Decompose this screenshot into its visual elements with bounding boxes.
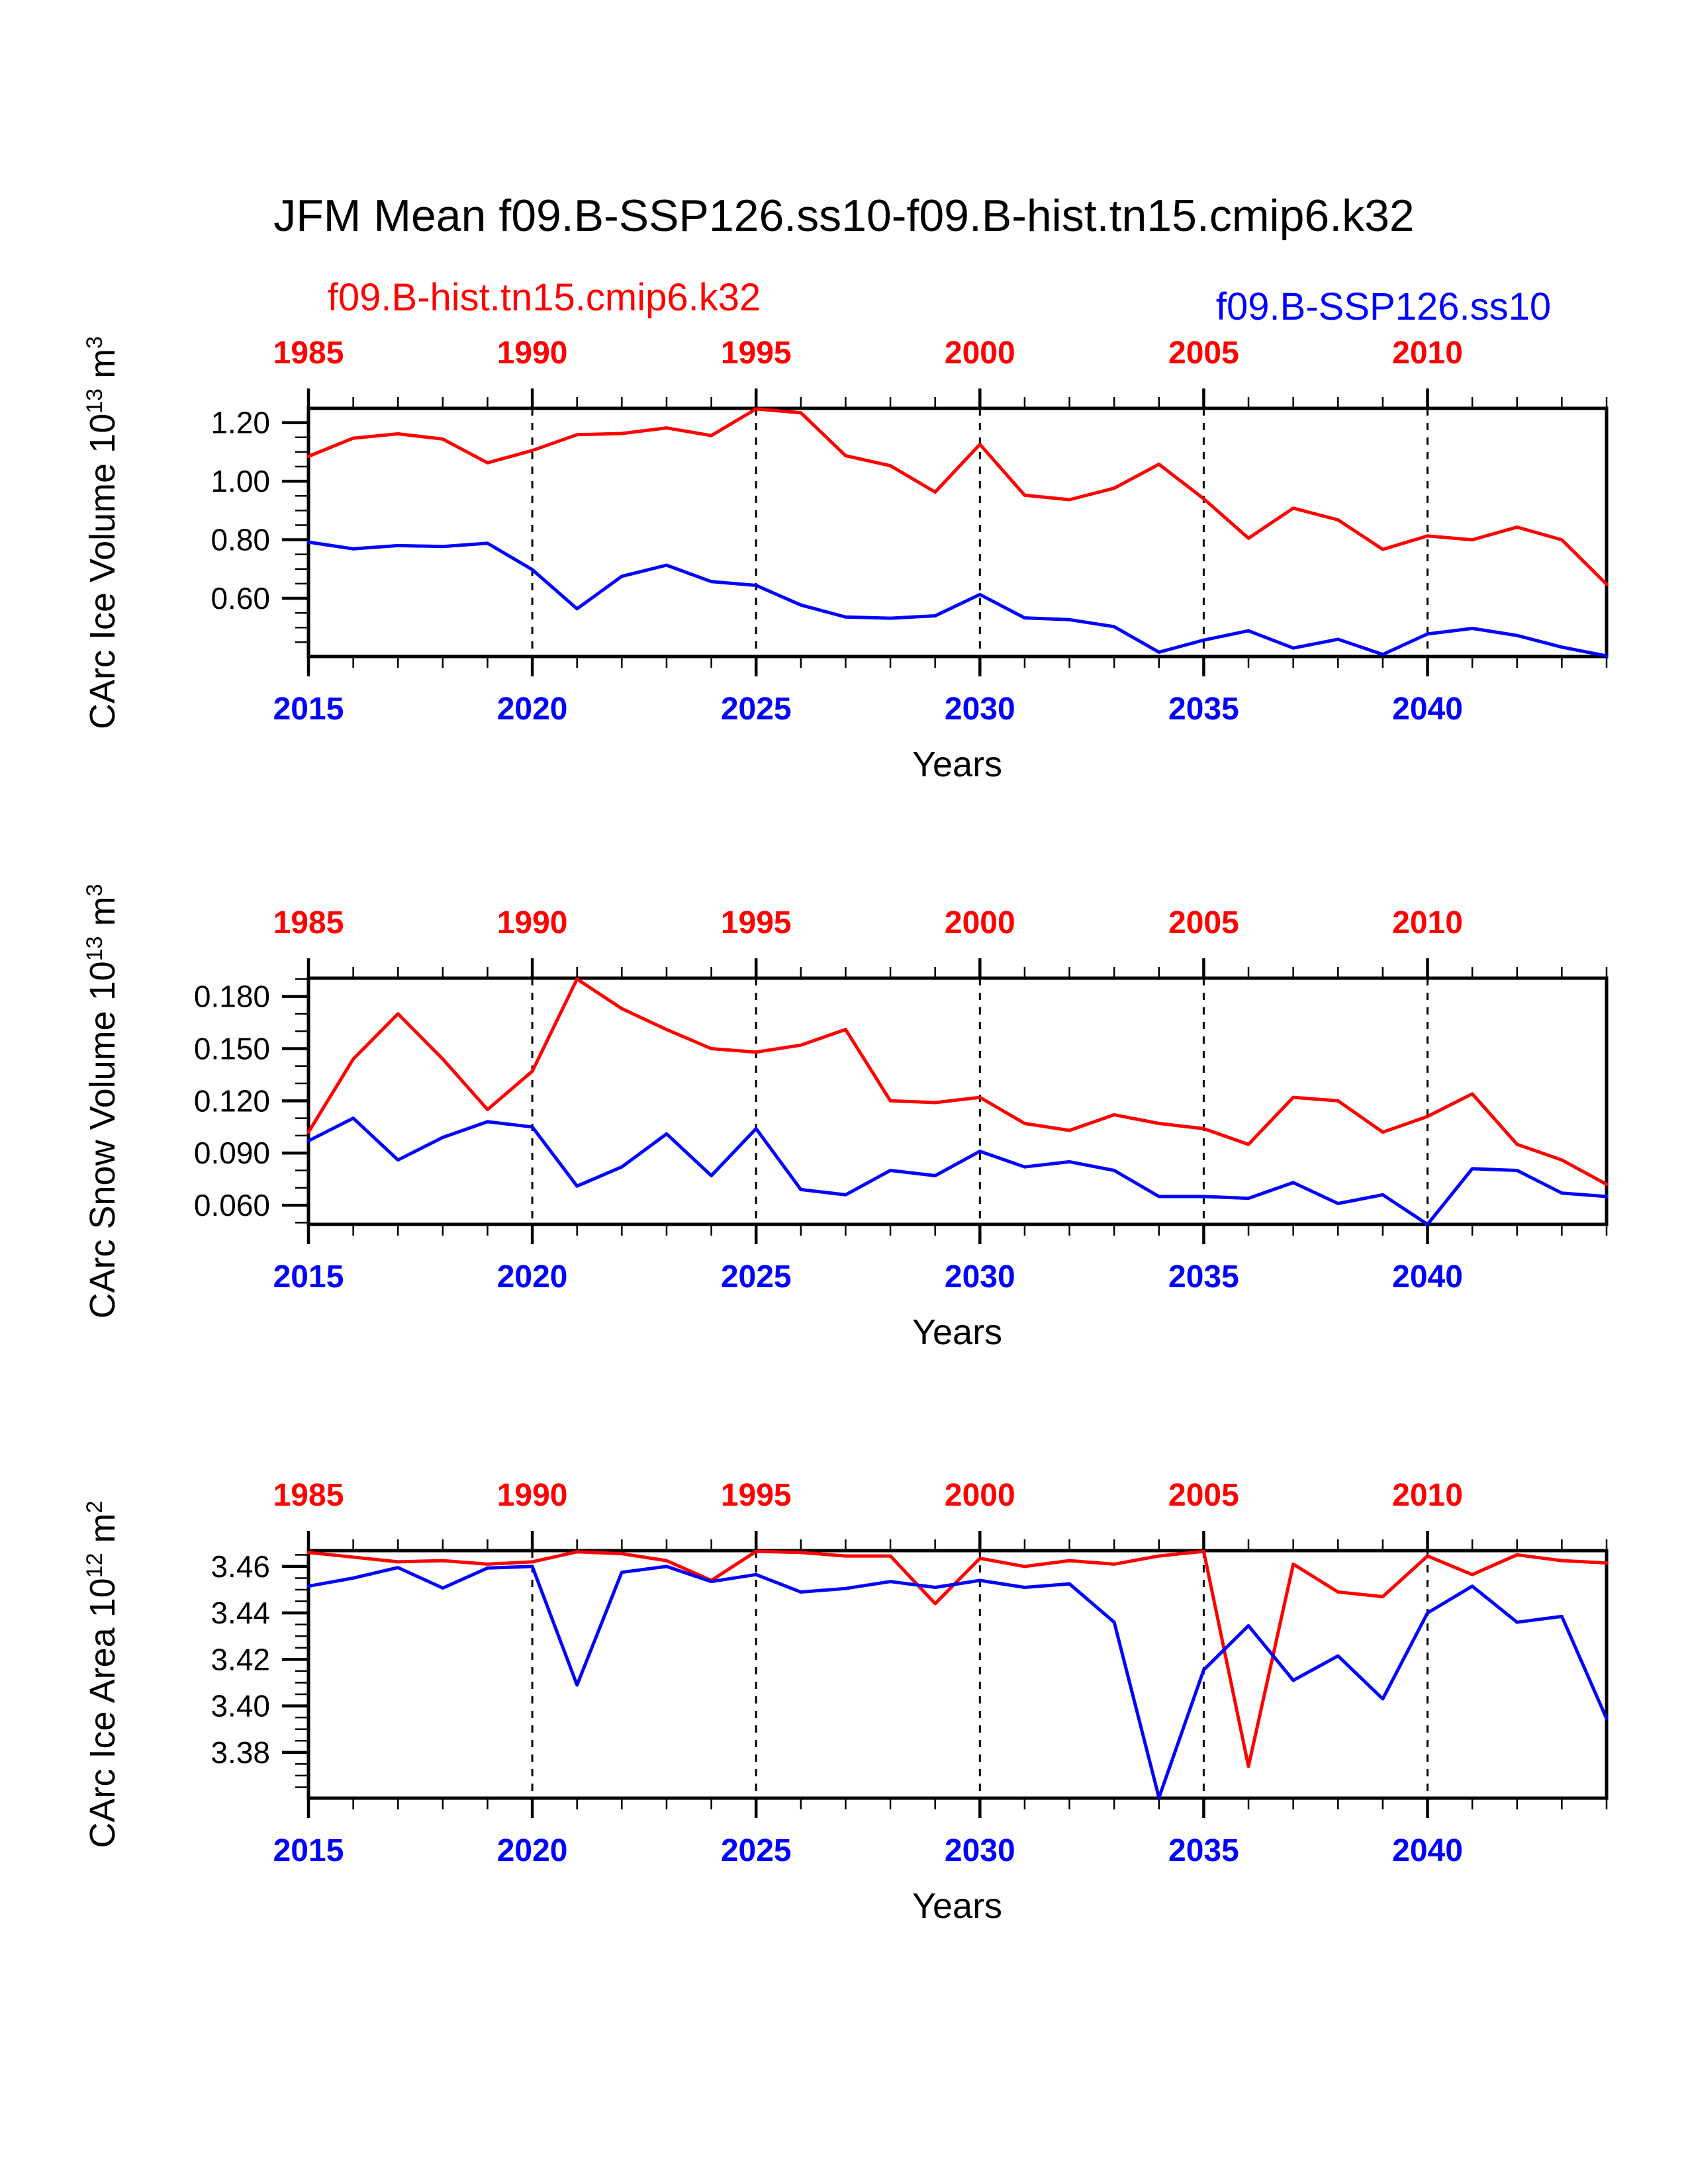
top-axis-year-label: 2000 — [944, 336, 1015, 371]
y-tick-label: 3.44 — [211, 1596, 270, 1631]
bottom-axis-year-label: 2030 — [944, 692, 1015, 727]
bottom-axis-year-label: 2020 — [496, 1833, 568, 1868]
y-tick-label: 0.090 — [193, 1136, 270, 1171]
top-axis-year-label: 1995 — [720, 905, 792, 940]
carc-ice-area-panel — [211, 1478, 1607, 1868]
top-axis-year-label: 1985 — [273, 905, 344, 940]
y-tick-label: 0.80 — [211, 522, 270, 557]
y-tick-label: 3.42 — [211, 1642, 270, 1677]
bottom-axis-year-label: 2015 — [273, 692, 344, 727]
top-axis-year-label: 1990 — [496, 1478, 568, 1513]
y-tick-label: 0.60 — [211, 580, 270, 615]
top-axis-year-label: 1995 — [720, 336, 792, 371]
top-axis-year-label: 2010 — [1392, 905, 1463, 940]
plot-box — [308, 1551, 1607, 1798]
bottom-axis-year-label: 2025 — [720, 1259, 792, 1295]
bottom-axis-year-label: 2030 — [944, 1833, 1015, 1868]
bottom-axis-year-label: 2035 — [1168, 1259, 1239, 1295]
bottom-axis-year-label: 2040 — [1392, 1259, 1463, 1295]
y-tick-label: 3.40 — [211, 1688, 270, 1723]
top-axis-year-label: 2010 — [1392, 336, 1463, 371]
legend-hist-label: f09.B-hist.tn15.cmip6.k32 — [327, 276, 761, 319]
bottom-axis-year-label: 2030 — [944, 1259, 1015, 1295]
y-tick-label: 0.150 — [193, 1031, 270, 1066]
top-axis-year-label: 1995 — [720, 1478, 792, 1513]
carc-ice-volume-panel — [211, 336, 1607, 727]
x-axis-title-panel3: Years — [912, 1886, 1003, 1926]
y-tick-label: 0.120 — [193, 1083, 270, 1118]
ssp-series-line — [308, 1567, 1607, 1797]
top-axis-year-label: 2005 — [1168, 905, 1239, 940]
top-axis-year-label: 2005 — [1168, 1478, 1239, 1513]
ssp-series-line — [308, 542, 1607, 656]
top-axis-year-label: 1990 — [496, 336, 568, 371]
y-tick-label: 0.180 — [193, 979, 270, 1014]
legend-ssp-label: f09.B-SSP126.ss10 — [1215, 285, 1552, 328]
top-axis-year-label: 2000 — [944, 905, 1015, 940]
bottom-axis-year-label: 2035 — [1168, 692, 1239, 727]
figure-title: JFM Mean f09.B-SSP126.ss10-f09.B-hist.tn15.cmip6.k32 — [273, 191, 1415, 241]
y-tick-label: 0.060 — [193, 1188, 270, 1223]
ssp-series-line — [308, 1118, 1607, 1224]
y-tick-label: 1.00 — [211, 464, 270, 499]
y-tick-label: 3.38 — [211, 1735, 270, 1770]
bottom-axis-year-label: 2020 — [496, 1259, 568, 1295]
x-axis-title-panel2: Years — [912, 1312, 1003, 1352]
bottom-axis-year-label: 2015 — [273, 1833, 344, 1868]
bottom-axis-year-label: 2040 — [1392, 1833, 1463, 1868]
y-tick-label: 1.20 — [211, 405, 270, 440]
plot-box — [308, 408, 1607, 657]
bottom-axis-year-label: 2025 — [720, 692, 792, 727]
y-axis-title-ice-volume: CArc Ice Volume $10^{13}$ $m^3$ — [82, 336, 122, 729]
x-axis-title-panel1: Years — [912, 745, 1003, 784]
bottom-axis-year-label: 2040 — [1392, 692, 1463, 727]
hist-series-line — [308, 409, 1607, 584]
y-tick-label: 3.46 — [211, 1549, 270, 1584]
top-axis-year-label: 2005 — [1168, 336, 1239, 371]
top-axis-year-label: 1985 — [273, 1478, 344, 1513]
bottom-axis-year-label: 2035 — [1168, 1833, 1239, 1868]
bottom-axis-year-label: 2020 — [496, 692, 568, 727]
y-axis-title-snow-volume: CArc Snow Volume $10^{13}$ $m^3$ — [82, 884, 122, 1319]
bottom-axis-year-label: 2025 — [720, 1833, 792, 1868]
top-axis-year-label: 2010 — [1392, 1478, 1463, 1513]
bottom-axis-year-label: 2015 — [273, 1259, 344, 1295]
y-axis-title-ice-area: CArc Ice Area $10^{12}$ $m^2$ — [82, 1500, 122, 1848]
top-axis-year-label: 2000 — [944, 1478, 1015, 1513]
hist-series-line — [308, 979, 1607, 1184]
top-axis-year-label: 1985 — [273, 336, 344, 371]
top-axis-year-label: 1990 — [496, 905, 568, 940]
carc-snow-volume-panel — [194, 905, 1607, 1295]
